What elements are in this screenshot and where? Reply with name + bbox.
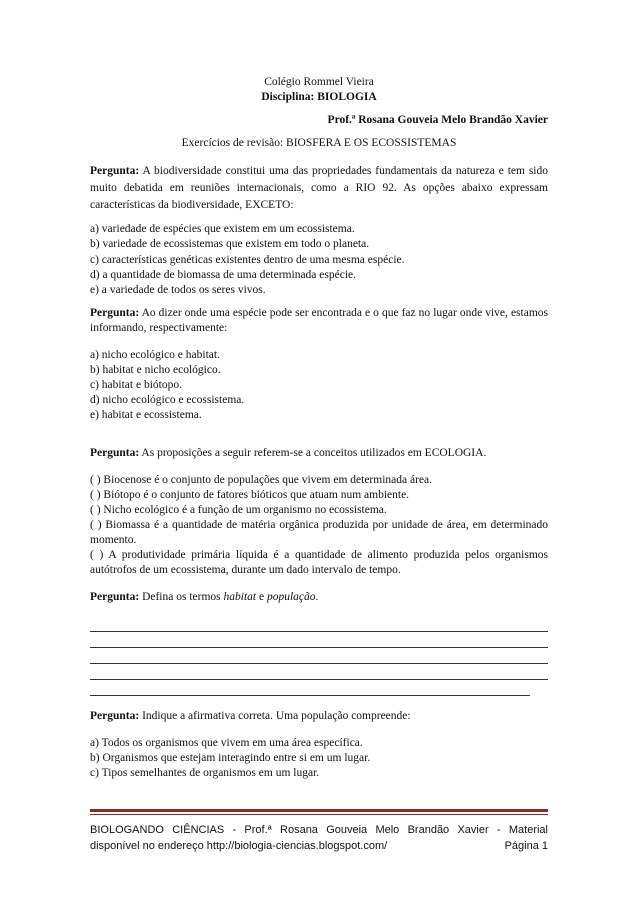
discipline: Disciplina: BIOLOGIA — [261, 91, 377, 103]
question-label: Pergunta: — [90, 165, 140, 177]
question-4 — [90, 590, 548, 605]
q3-item-3: ( ) Nicho ecológico é a função de um organismo no ecossistema. — [90, 504, 387, 517]
question-text: A biodiversidade constitui uma das propriedades fundamentais da natureza e tem sido muito debatida em reuniões internacionais, como a RIO 92. As opções abaixo expressam características da biodiversidade, EXCETO: — [90, 165, 548, 211]
question-text: Indique a afirmativa correta. Uma população compreende: — [139, 710, 411, 723]
q2-option-e: e) habitat e ecossistema. — [90, 409, 202, 422]
question-3 — [90, 446, 548, 461]
q5-option-c: c) Tipos semelhantes de organismos em um lugar. — [90, 767, 320, 780]
term-populacao: população — [266, 591, 316, 604]
answer-line[interactable] — [90, 633, 548, 648]
exercise-title: Exercícios de revisão: BIOSFERA E OS ECOSSISTEMAS — [181, 137, 457, 149]
question-label: Pergunta: — [90, 307, 140, 320]
question-text: As proposições a seguir referem-se a conceitos utilizados em ECOLOGIA. — [139, 447, 487, 460]
q3-item-4: ( ) Biomassa é a quantidade de matéria orgânica produzida por unidade de área, em determinado momento. — [90, 519, 548, 547]
question-label: Pergunta: — [90, 591, 140, 604]
q1-option-d: d) a quantidade de biomassa de uma determinada espécie. — [90, 268, 356, 281]
footer-line-2 — [90, 838, 548, 854]
q1-option-a: a) variedade de espécies que existem em um ecossistema. — [90, 223, 355, 235]
page-number: Página 1 — [504, 840, 548, 852]
q5-option-a: a) Todos os organismos que vivem em uma área específica. — [90, 737, 363, 750]
footer-url: disponível no endereço http://biologia-ciencias.blogspot.com/ — [90, 840, 388, 852]
answer-line[interactable] — [90, 681, 530, 696]
answer-line[interactable] — [90, 665, 548, 680]
q2-option-a: a) nicho ecológico e habitat. — [90, 349, 220, 362]
q3-item-5: ( ) A produtividade primária líquida é a quantidade de alimento produzida pelos organismos autótrofos de um ecossistema, durante um dado intervalo de tempo. — [90, 549, 548, 577]
question-1 — [90, 163, 548, 214]
q1-option-e: e) a variedade de todos os seres vivos. — [90, 284, 266, 297]
footer-divider — [90, 809, 548, 812]
question-text-joiner: e — [256, 591, 267, 604]
q2-option-b: b) habitat e nicho ecológico. — [90, 364, 221, 377]
answer-line[interactable] — [90, 617, 548, 632]
q3-item-2: ( ) Biótopo é o conjunto de fatores bióticos que atuam num ambiente. — [90, 489, 410, 502]
term-habitat: habitat — [223, 591, 257, 604]
question-text: Ao dizer onde uma espécie pode ser encontrada e o que faz no lugar onde vive, estamos informando, respectivamente: — [90, 307, 548, 335]
q5-option-b: b) Organismos que estejam interagindo entre si em um lugar. — [90, 752, 371, 765]
question-text: Defina os termos — [139, 591, 224, 604]
q1-option-b: b) variedade de ecossistemas que existem em todo o planeta. — [90, 238, 370, 251]
question-label: Pergunta: — [90, 710, 140, 723]
q2-option-c: c) habitat e biótopo. — [90, 379, 182, 392]
question-2 — [90, 306, 548, 336]
q2-option-d: d) nicho ecológico e ecossistema. — [90, 394, 245, 407]
school-name: Colégio Rommel Vieira — [264, 76, 374, 88]
answer-line[interactable] — [90, 649, 548, 664]
question-label: Pergunta: — [90, 447, 140, 460]
page-footer — [90, 822, 548, 854]
document-content — [90, 75, 548, 781]
footer-credit: BIOLOGANDO CIÊNCIAS - Prof.ª Rosana Gouveia Melo Brandão Xavier - Material — [90, 824, 548, 836]
footer-divider-thin — [90, 814, 548, 815]
teacher-name: Prof.ª Rosana Gouveia Melo Brandão Xavier — [327, 114, 548, 126]
q3-item-1: ( ) Biocenose é o conjunto de populações que vivem em determinada área. — [90, 474, 432, 487]
question-text-end: . — [315, 591, 319, 604]
q1-option-c: c) características genéticas existentes dentro de uma mesma espécie. — [90, 253, 405, 266]
question-5 — [90, 709, 548, 724]
